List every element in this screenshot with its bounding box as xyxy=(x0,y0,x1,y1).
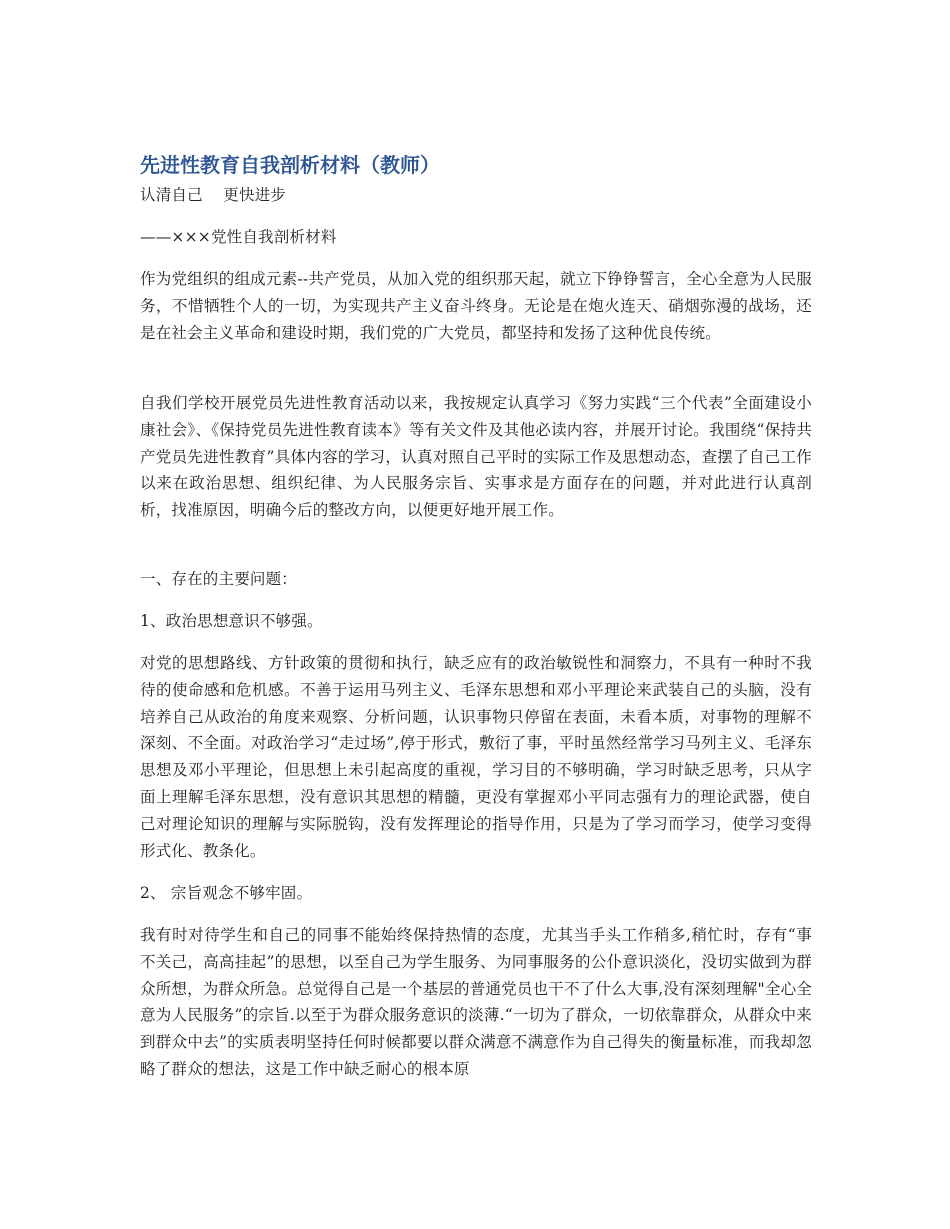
paragraph-purpose-concept: 我有时对待学生和自己的同事不能始终保持热情的态度，尤其当手头工作稍多,稍忙时，存有“事不关己，高高挂起”的思想，以至自己为学生服务、为同事服务的公仆意识淡化，没切实做到为群众所想，为群众所急。总觉得自己是一个基层的普通党员也干不了什么大事,没有深刻理解"全心全意为人民服务”的宗旨.以至于为群众服务意识的淡薄.“一切为了群众，一切依靠群众，从群众中来到群众中去”的实质表明坚持任何时候都要以群众满意不满意作为自己得失的衡量标准，而我却忽略了群众的想法，这是工作中缺乏耐心的根本原 xyxy=(140,926,812,1078)
paragraph-political-awareness: 对党的思想路线、方针政策的贯彻和执行，缺乏应有的政治敏锐性和洞察力，不具有一种时不我待的使命感和危机感。不善于运用马列主义、毛泽东思想和邓小平理论来武装自己的头脑，没有培养自己从政治的角度来观察、分析问题，认识事物只停留在表面，未看本质，对事物的理解不深刻、不全面。对政治学习“走过场”,停于形式，敷衍了事，平时虽然经常学习马列主义、毛泽东思想及邓小平理论，但思想上未引起高度的重视，学习目的不够明确，学习时缺乏思考，只从字面上理解毛泽东思想，没有意识其思想的精髓，更没有掌握邓小平同志强有力的理论武器，使自己对理论知识的理解与实际脱钩，没有发挥理论的指导作用，只是为了学习而学习，使学习变得形式化、教条化。 xyxy=(140,654,812,860)
document-subtitle: 认清自己 更快进步 xyxy=(140,186,287,204)
section-heading-problems: 一、存在的主要问题： xyxy=(140,570,298,588)
subheading-political-awareness: 1、政治思想意识不够强。 xyxy=(140,612,323,630)
subheading-purpose-concept: 2、 宗旨观念不够牢固。 xyxy=(140,884,313,902)
document-byline: ——×××党性自我剖析材料 xyxy=(140,228,337,246)
paragraph-intro: 作为党组织的组成元素--共产党员，从加入党的组织那天起，就立下铮铮誓言，全心全意为人民服务，不惜牺牲个人的一切，为实现共产主义奋斗终身。无论是在炮火连天、硝烟弥漫的战场，还是在社会主义革命和建设时期，我们党的广大党员，都坚持和发扬了这种优良传统。 xyxy=(140,270,812,342)
paragraph-study: 自我们学校开展党员先进性教育活动以来，我按规定认真学习《努力实践“三个代表”全面建设小康社会》、《保持党员先进性教育读本》等有关文件及其他必读内容，并展开讨论。我围绕“保持共产党员先进性教育”具体内容的学习，认真对照自己平时的实际工作及思想动态，查摆了自己工作以来在政治思想、组织纪律、为人民服务宗旨、实事求是方面存在的问题，并对此进行认真剖析，找准原因，明确今后的整改方向，以便更好地开展工作。 xyxy=(140,394,812,520)
document-title: 先进性教育自我剖析材料（教师） xyxy=(140,153,440,177)
